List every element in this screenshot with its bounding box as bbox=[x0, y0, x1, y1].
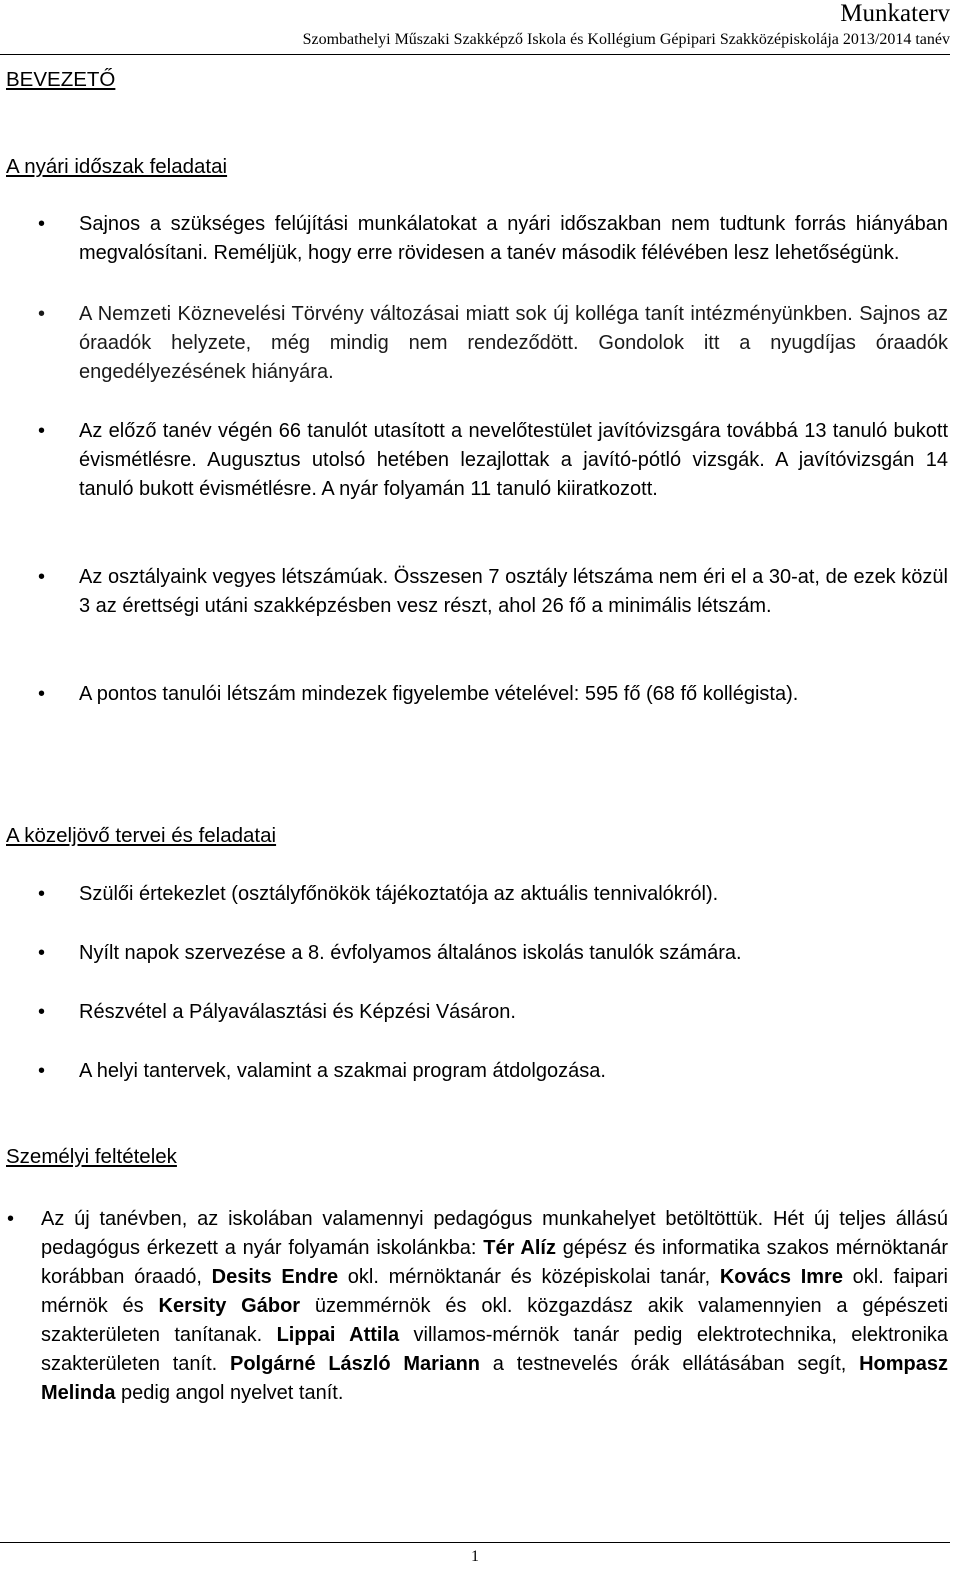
staff-text: pedig angol nyelvet tanít. bbox=[115, 1382, 344, 1404]
summer-item: • Sajnos a szükséges felújítási munkálatokat a nyári időszakban nem tudtunk forrás hiányában megvalósítani. Reméljük, hogy erre rövidesen a tanév második félévében lesz lehetőségünk. bbox=[79, 210, 948, 268]
summer-item: • A Nemzeti Köznevelési Törvény változásai miatt sok új kolléga tanít intézményünkben. Sajnos az óraadók helyzete, még mindig nem rendeződött. Gondolok itt a nyugdíjas óraadók engedélyezésének hiányára. bbox=[79, 300, 948, 387]
staff-text: a testnevelés órák ellátásában segít, bbox=[480, 1353, 860, 1375]
plans-item: • A helyi tantervek, valamint a szakmai program átdolgozása. bbox=[79, 1057, 948, 1086]
staff-heading: Személyi feltételek bbox=[6, 1145, 177, 1168]
intro-heading: BEVEZETŐ bbox=[6, 68, 116, 91]
plans-item: • Részvétel a Pályaválasztási és Képzési Vásáron. bbox=[79, 998, 948, 1027]
page-number: 1 bbox=[471, 1548, 479, 1565]
staff-text: villamos-mérnök tanár pedig elektrotechnika, elektronika szakterületen tanít. bbox=[41, 1324, 949, 1375]
staff-paragraph bbox=[41, 1205, 948, 1408]
teacher-name: Lippai Attila bbox=[276, 1324, 400, 1346]
summer-item: • Az osztályaink vegyes létszámúak. Összesen 7 osztály létszáma nem éri el a 30-at, de ezek közül 3 az érettségi utáni szakképzésben vesz részt, ahol 26 fő a minimális létszám. bbox=[79, 563, 948, 621]
staff-text: Az új tanévben, az iskolában valamennyi pedagógus munkahelyet betöltöttük. Hét új teljes állású pedagógus érkezett a nyár folyamán iskolánkba: bbox=[41, 1208, 948, 1259]
summer-item: • Az előző tanév végén 66 tanulót utasított a nevelőtestület javítóvizsgára továbbá 13 tanuló bukott évismétlésre. Augusztus utolsó hetében lezajlottak a javító-pótló vizsgák. A javítóvizsgán 14 tanuló bukott évismétlésre. A nyár folyamán 11 tanuló kiiratkozott. bbox=[79, 417, 948, 504]
teacher-name: Hompasz Melinda bbox=[41, 1353, 949, 1404]
summer-heading: A nyári időszak feladatai bbox=[6, 155, 228, 178]
teacher-name: Polgárné László Mariann bbox=[229, 1353, 481, 1375]
staff-text: okl. faipari mérnök és bbox=[41, 1266, 948, 1317]
teacher-name: Tér Alíz bbox=[483, 1237, 556, 1259]
plans-item: • Nyílt napok szervezése a 8. évfolyamos általános iskolás tanulók számára. bbox=[79, 939, 948, 968]
staff-text: gépész és informatika szakos mérnöktanár korábban óraadó, bbox=[41, 1237, 948, 1288]
school-name: Szombathelyi Műszaki Szakképző Iskola és Kollégium Gépipari Szakközépiskolája 2013/2014 tanév bbox=[302, 31, 950, 48]
plans-item: • Szülői értekezlet (osztályfőnökök tájékoztatója az aktuális tennivalókról). bbox=[79, 880, 948, 909]
staff-text: üzemmérnök és okl. közgazdász akik valamennyien a gépészeti szakterületen tanítanak. bbox=[41, 1295, 949, 1346]
page-header bbox=[0, 0, 950, 55]
footer-divider bbox=[0, 1542, 950, 1543]
plans-heading: A közeljövő tervei és feladatai bbox=[6, 824, 277, 847]
teacher-name: Kovács Imre bbox=[719, 1266, 843, 1288]
staff-text: okl. mérnöktanár és középiskolai tanár, bbox=[338, 1266, 720, 1288]
summer-item: • A pontos tanulói létszám mindezek figyelembe vételével: 595 fő (68 fő kollégista). bbox=[79, 680, 948, 709]
teacher-name: Desits Endre bbox=[211, 1266, 339, 1288]
teacher-name: Kersity Gábor bbox=[158, 1295, 301, 1317]
document-title: Munkaterv bbox=[840, 0, 950, 27]
